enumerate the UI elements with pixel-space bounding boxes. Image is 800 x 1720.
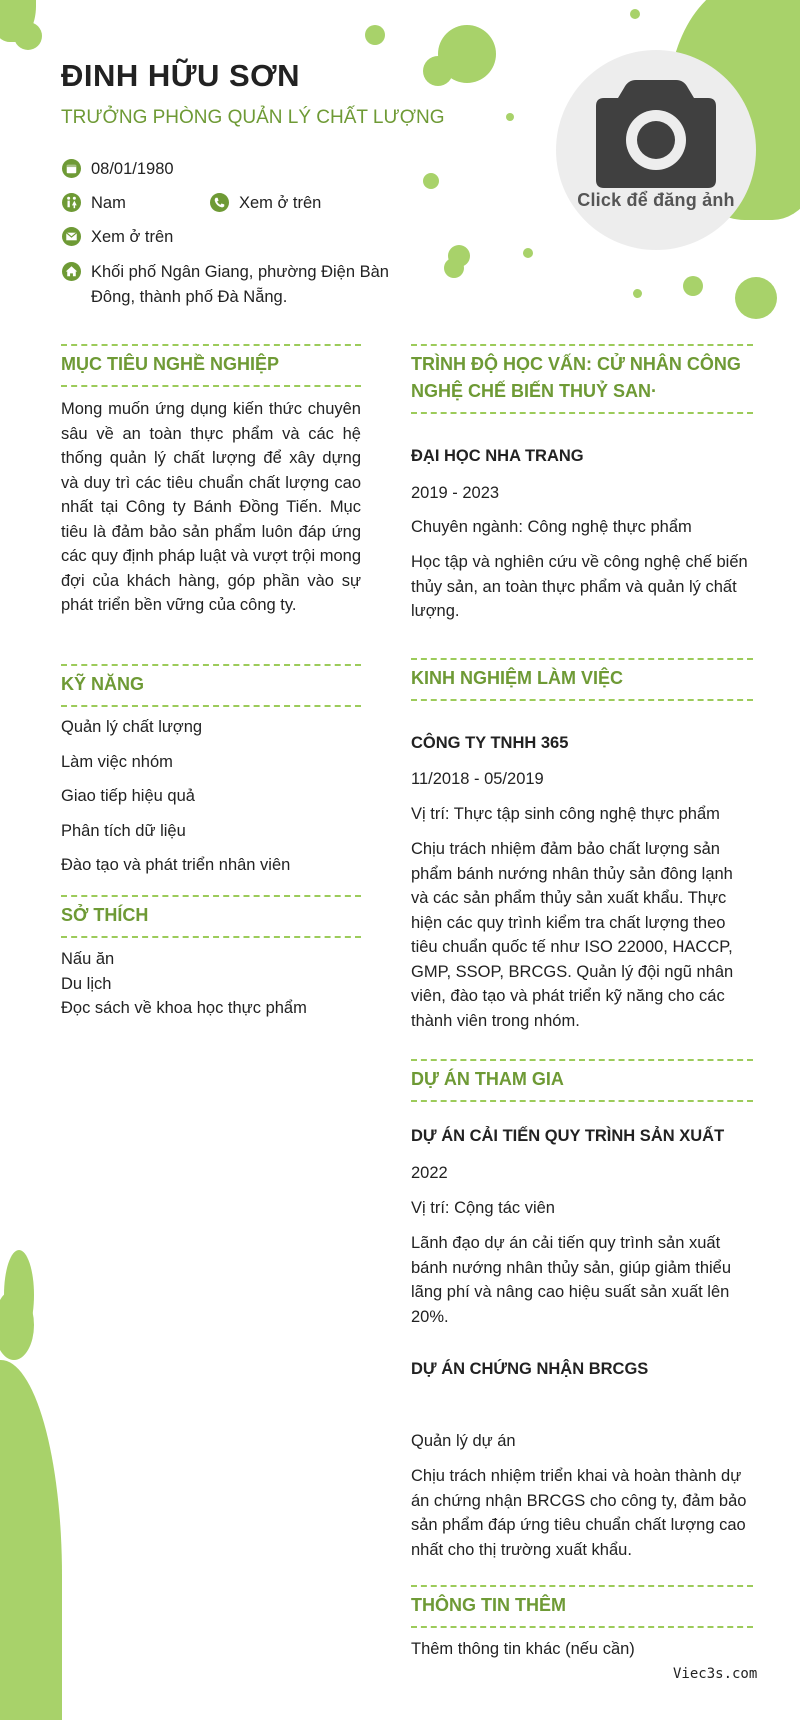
phone-icon [210,193,229,212]
objective-text: Mong muốn ứng dụng kiến thức chuyên sâu về an toàn thực phẩm và các hệ thống quản lý chất lượng để xây dựng và duy trì các tiêu chuẩn chất lượng cao nhất tại Công ty Bánh Đồng Tiến. Mục tiêu là đảm bảo sản phẩm luôn đáp ứng các quy định pháp luật và vượt trội mong đợi của khách hàng, góp phần vào sự phát triển bền vững của công ty. [61,400,361,614]
list-item: Phân tích dữ liệu [61,821,186,840]
experience-description: Chịu trách nhiệm đảm bảo chất lượng sản phẩm bánh nướng nhân thủy sản đông lạnh và các sản phẩm thủy sản xuất khẩu. Thực hiện các quy trình kiểm tra chất lượng theo tiêu chuẩn quốc tế như ISO 22000, HACCP, GMP, SSOP, BRCGS. Quản lý đội ngũ nhân viên, đào tạo và phát triển kỹ năng cho các thành viên trong nhóm. [411,840,734,1030]
gender-value: Nam [91,194,126,212]
gender-row [91,191,126,216]
phone-value: Xem ở trên [239,194,322,212]
email-value: Xem ở trên [91,228,174,246]
decor-blob [0,1360,62,1720]
project-description: Lãnh đạo dự án cải tiến quy trình sản xuất bánh nướng nhân thủy sản, giúp giảm thiểu lãng phí và nâng cao hiệu suất sản xuất lên 20%. [411,1234,732,1326]
education-description: Học tập và nghiên cứu về công nghệ chế biến thủy sản, an toàn thực phẩm và quản lý chất lượng. [411,553,748,620]
decor-blob [523,248,533,258]
candidate-name: ĐINH HỮU SƠN [61,58,300,93]
email-icon [62,227,81,246]
birthday-value: 08/01/1980 [91,160,174,178]
list-item: Du lịch [61,974,112,993]
experience-role: Vị trí: Thực tập sinh công nghệ thực phẩm [411,805,720,823]
camera-icon [594,78,718,190]
decor-blob [506,113,514,121]
address-value: Khối phố Ngân Giang, phường Điện Bàn Đông, thành phố Đà Nẵng. [91,263,389,306]
education-period: 2019 - 2023 [411,484,500,502]
calendar-icon [62,159,81,178]
hobbies-list [61,947,361,1021]
objective-title: MỤC TIÊU NGHỀ NGHIỆP [61,344,361,387]
education-school: ĐẠI HỌC NHA TRANG [411,447,584,465]
decor-blob [633,289,642,298]
skills-title: KỸ NĂNG [61,664,361,707]
project-year: 2022 [411,1164,448,1182]
experience-company: CÔNG TY TNHH 365 [411,734,569,752]
birthday-row [91,157,174,182]
list-item: Đào tạo và phát triển nhân viên [61,856,291,874]
hobbies-title: SỞ THÍCH [61,895,361,938]
decor-blob [444,258,464,278]
projects-title: DỰ ÁN THAM GIA [411,1059,753,1102]
additional-text: Thêm thông tin khác (nếu cần) [411,1640,635,1658]
education-major: Chuyên ngành: Công nghệ thực phẩm [411,518,692,536]
list-item: Quản lý chất lượng [61,718,203,736]
list-item: Nấu ăn [61,950,115,968]
decor-blob [683,276,703,296]
phone-row [239,191,321,216]
gender-icon [62,193,81,212]
list-item: Đọc sách về khoa học thực phẩm [61,999,307,1017]
additional-title: THÔNG TIN THÊM [411,1585,753,1628]
decor-blob [630,9,640,19]
decor-blob [423,56,453,86]
project-name: DỰ ÁN CẢI TIẾN QUY TRÌNH SẢN XUẤT [411,1127,725,1145]
project-role: Quản lý dự án [411,1432,516,1450]
project-name: DỰ ÁN CHỨNG NHẬN BRCGS [411,1360,649,1378]
project-role: Vị trí: Cộng tác viên [411,1199,555,1217]
email-row [91,225,173,250]
decor-blob [735,277,777,319]
candidate-position: TRƯỞNG PHÒNG QUẢN LÝ CHẤT LƯỢNG [61,107,445,128]
skills-list [61,718,361,891]
home-icon [62,262,81,281]
address-row [91,260,391,310]
decor-blob [365,25,385,45]
decor-blob [14,22,42,50]
list-item: Làm việc nhóm [61,752,173,771]
project-description: Chịu trách nhiệm triển khai và hoàn thành dự án chứng nhận BRCGS cho công ty, đảm bảo sản phẩm đáp ứng tiêu chuẩn chất lượng cao nhất cho thị trường xuất khẩu. [411,1467,747,1559]
photo-label: Click để đăng ảnh [577,190,735,210]
experience-period: 11/2018 - 05/2019 [411,770,544,788]
education-title: TRÌNH ĐỘ HỌC VẤN: CỬ NHÂN CÔNG NGHỆ CHẾ BIẾN THUỶ SAN· [411,344,753,414]
decor-blob [423,173,439,189]
watermark: Viec3s.com [673,1666,758,1682]
avatar-upload[interactable] [556,50,756,250]
experience-title: KINH NGHIỆM LÀM VIỆC [411,658,753,701]
list-item: Giao tiếp hiệu quả [61,787,195,805]
